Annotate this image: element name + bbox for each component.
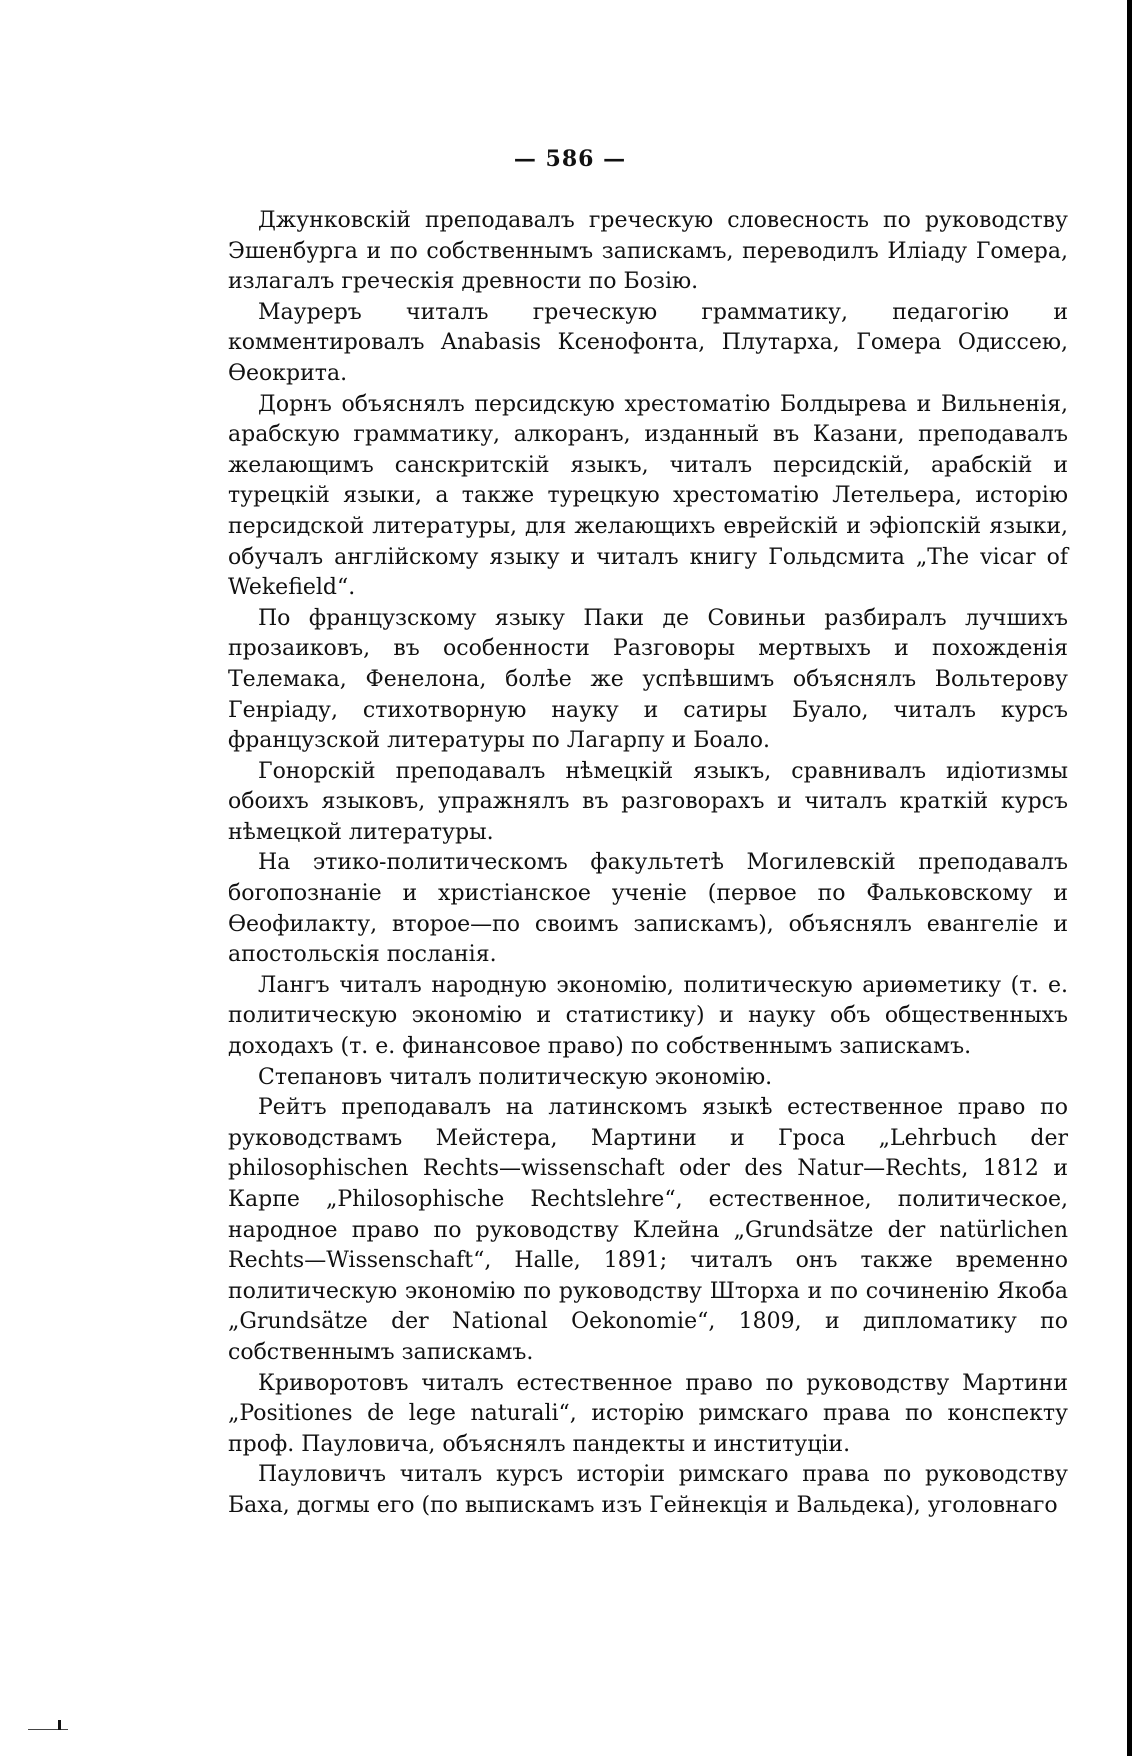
body-text: [228, 206, 1068, 1522]
scan-corner-mark: [28, 1717, 68, 1730]
page-number: — 586 —: [513, 146, 627, 172]
paragraph-dzhunkovsky: Джунковскій преподавалъ греческую словесность по руководству Эшенбурга и по собственнымъ запискамъ, переводилъ Иліаду Гомера, излагалъ греческія древности по Бозію.: [228, 208, 1068, 295]
paragraph-stepanov: Степановъ читалъ политическую экономію.: [258, 1064, 773, 1090]
paragraph-lang: Лангъ читалъ народную экономію, политическую ариөметику (т. е. политическую экономію и статистику) и науку объ общественныхъ доходахъ (т. е. финансовое право) по собственнымъ запискамъ.: [228, 972, 1068, 1060]
paragraph-krivorotov: Криворотовъ читалъ естественное право по руководству Мартини „Positiones de lege naturali“, исторію римскаго права по конспекту проф. Пауловича, объяснялъ пандекты и институціи.: [228, 1370, 1068, 1457]
paragraph-ethico-political-faculty: На этико-политическомъ факультетѣ Могилевскій преподавалъ богопознаніе и христіанское ученіе (первое по Фальковскому и Өеофилакту, второе—по своимъ запискамъ), объяснялъ евангеліе и апостольскія посланія.: [228, 850, 1068, 968]
paragraph-maurer: Мауреръ читалъ греческую грамматику, педагогію и комментировалъ Anabasis Ксенофонта, Плутарха, Гомера Одиссею, Өеокрита.: [228, 299, 1068, 386]
paragraph-paulovich: Пауловичъ читалъ курсъ исторіи римскаго права по руководству Баха, догмы его (по выпискамъ изъ Гейнекція и Вальдека), уголовнаго: [228, 1462, 1068, 1518]
paragraph-reit: Рейтъ преподавалъ на латинскомъ языкѣ естественное право по руководствамъ Мейстера, Мартини и Гроса „Lehrbuch der philosophischen Rechts—wissenschaft oder des Natur—Rechts, 1812 и Карпе „Philosophische Rechtslehre“, естественное, политическое, народное право по руководству Клейна „Grundsätze der natürlichen Rechts—Wissenschaft“, Halle, 1891; читалъ онъ также временно политическую экономію по руководству Шторха и по сочиненію Якоба „Grundsätze der National Oekonomie“, 1809, и дипломатику по собственнымъ запискамъ.: [228, 1095, 1068, 1365]
paragraph-french-language: По французскому языку Паки де Совиньи разбиралъ лучшихъ прозаиковъ, въ особенности Разговоры мертвыхъ и похожденія Телемака, Фенелона, болѣе же успѣвшимъ объяснялъ Вольтерову Генріаду, стихотворную науку и сатиры Буало, читалъ курсъ французской литературы по Лагарпу и Боало.: [228, 605, 1068, 754]
paragraph-dorn: Дорнъ объяснялъ персидскую хрестоматію Болдырева и Вильненія, арабскую грамматику, алкоранъ, изданный въ Казани, преподавалъ желающимъ санскритскій языкъ, читалъ персидскій, арабскій и турецкій языки, а также турецкую хрестоматію Летельера, исторію персидской литературы, для желающихъ еврейскій и эфіопскій языки, обучалъ англійскому языку и читалъ книгу Гольдсмита „The vicar of Wekefield“.: [228, 391, 1068, 601]
paragraph-gonorsky: Гонорскій преподавалъ нѣмецкій языкъ, сравнивалъ идіотизмы обоихъ языковъ, упражнялъ въ разговорахъ и читалъ краткій курсъ нѣмецкой литературы.: [228, 758, 1068, 845]
page-edge-rule: [1127, 0, 1132, 1756]
